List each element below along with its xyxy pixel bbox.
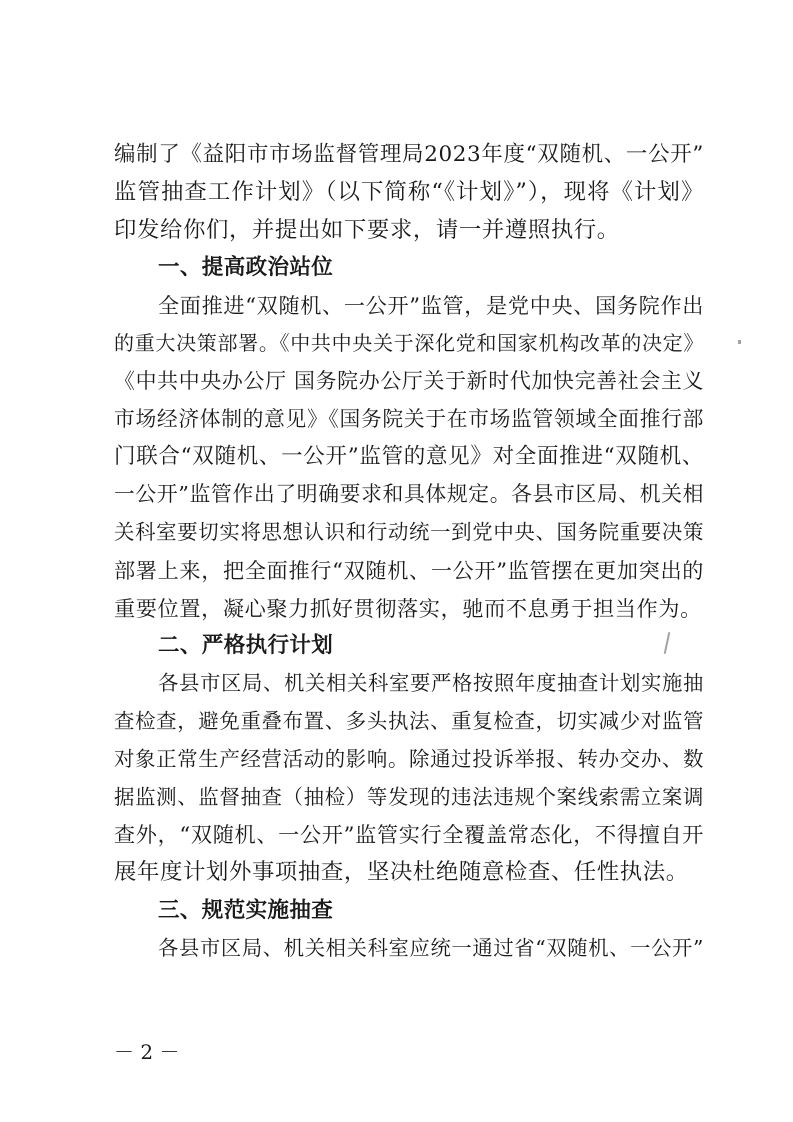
section-2-line: 查外，“双随机、一公开”监管实行全覆盖常态化，不得擅自开 (114, 822, 704, 848)
section-2-line: 展年度计划外事项抽查，坚决杜绝随意检查、任性执法。 (114, 859, 689, 886)
section-2-line: 查检查，避免重叠布置、多头执法、重复检查，切实减少对监管 (114, 708, 704, 733)
section-3-heading: 三、规范实施抽查 (158, 897, 334, 923)
document-body (114, 136, 704, 968)
intro-line-3: 印发给你们，并提出如下要求，请一并遵照执行。 (114, 216, 620, 243)
section-2-line: 各县市区局、机关相关科室要严格按照年度抽查计划实施抽 (158, 671, 704, 696)
section-2-line: 据监测、监督抽查（抽检）等发现的违法违规个案线索需立案调 (114, 784, 704, 809)
section-1-line: 全面推进“双随机、一公开”监管，是党中央、国务院作出 (158, 293, 704, 319)
section-1-line: 《中共中央办公厅 国务院办公厅关于新时代加快完善社会主义 (114, 368, 704, 393)
section-1-line: 部署上来，把全面推行“双随机、一公开”监管摆在更加突出的 (114, 557, 704, 583)
section-1-heading: 一、提高政治站位 (158, 255, 334, 281)
section-1-line: 市场经济体制的意见》《国务院关于在市场监管领域全面推行部 (114, 406, 704, 431)
section-3-line: 各县市区局、机关相关科室应统一通过省“双随机、一公开” (158, 935, 704, 960)
section-2-heading: 二、严格执行计划 (158, 633, 334, 659)
page-number: － 2 － (114, 1040, 180, 1064)
section-1-line: 一公开”监管作出了明确要求和具体规定。各县市区局、机关相 (114, 482, 704, 507)
intro-line-2: 监管抽查工作计划》（以下简称“《计划》”），现将《计划》 (114, 178, 704, 205)
scan-artifact (738, 340, 741, 344)
section-1-line: 的重大决策部署。《中共中央关于深化党和国家机构改革的决定》 (114, 330, 704, 355)
section-1-line: 重要位置，凝心聚力抓好贯彻落实，驰而不息勇于担当作为。 (114, 595, 702, 621)
intro-line-1: 编制了《益阳市市场监督管理局2023年度“双随机、一公开” (114, 142, 704, 167)
section-2-line: 对象正常生产经营活动的影响。除通过投诉举报、转办交办、数 (114, 746, 704, 771)
section-1-line: 关科室要切实将思想认识和行动统一到党中央、国务院重要决策 (114, 519, 704, 544)
section-1-line: 门联合“双随机、一公开”监管的意见》对全面推进“双随机、 (114, 444, 704, 470)
